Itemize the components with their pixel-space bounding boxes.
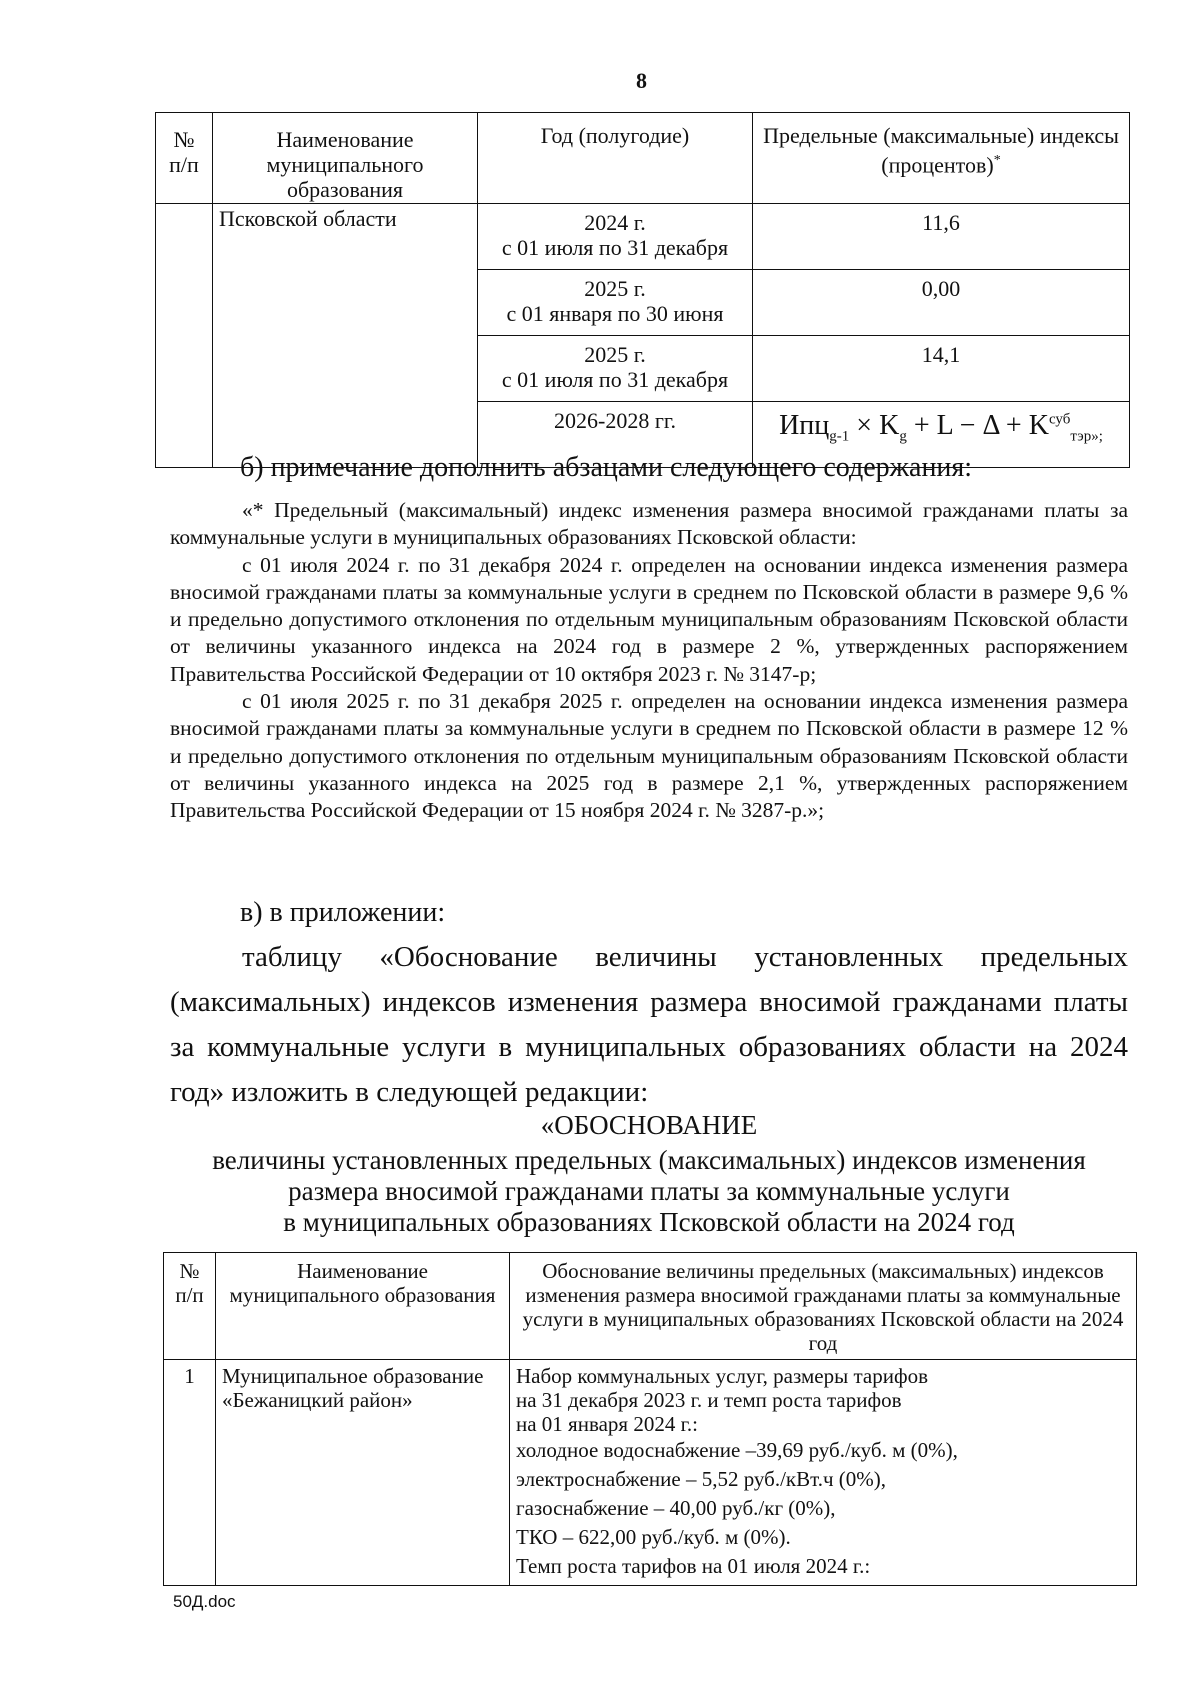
footer-filename: 50Д.doc: [173, 1592, 236, 1611]
note-paragraph: с 01 июля 2025 г. по 31 декабря 2025 г. определен на основании индекса изменения размера вносимой гражданами платы за коммунальные услуги в среднем по Псковской области в размере 12 % и предельно допустимого отклонения по отдельным муниципальным образованиям Псковской области от величины указанного индекса на 2025 год в размере 2,1 %, утвержденных распоряжением Правительства Российской Федерации от 15 ноября 2024 г. № 3287-р.»;: [170, 689, 1128, 823]
period-cell: 2026-2028 гг.: [478, 402, 753, 468]
appendix-heading: в) в приложении:: [240, 897, 446, 928]
note-body: [170, 497, 1128, 825]
index-value: 0,00: [753, 270, 1130, 336]
index-formula: $Ипц_{g-1} \times K_g + L - \Delta + K^{суб}_{тэр»;}$: [753, 402, 1130, 468]
note-paragraph: «* Предельный (максимальный) индекс изменения размера вносимой гражданами платы за коммунальные услуги в муниципальных образованиях Псковской области:: [170, 498, 1128, 550]
cell-num-empty: [156, 204, 213, 468]
note-heading: б) примечание дополнить абзацами следующего содержания:: [240, 452, 973, 483]
basis-subtitle: величины установленных предельных (максимальных) индексов изменения размера вносимой гражданами платы за коммунальные услуги в муниципальных образованиях Псковской области на 2024 год: [212, 1145, 1086, 1237]
basis-title: «ОБОСНОВАНИЕ: [540, 1110, 758, 1140]
header-index: Предельные (максимальные) индексы (процентов)*: [753, 113, 1130, 204]
period-cell: 2025 г. с 01 июля по 31 декабря: [478, 336, 753, 402]
header-num: № п/п: [156, 113, 213, 204]
period-cell: 2024 г. с 01 июля по 31 декабря: [478, 204, 753, 270]
index-value: 11,6: [753, 204, 1130, 270]
row-number: 1: [164, 1360, 216, 1586]
page-number: 8: [636, 68, 647, 93]
basis-table: [163, 1252, 1137, 1586]
row-basis: Набор коммунальных услуг, размеры тарифов на 31 декабря 2023 г. и темп роста тарифов на 01 января 2024 г.: холодное водоснабжение –39,69 руб./куб. м (0%), электроснабжение – 5,52 руб./кВт.ч (0%), газоснабжение – 40,00 руб./кг (0%), ТКО – 622,00 руб./куб. м (0%). Темп роста тарифов на 01 июля 2024 г.:: [510, 1360, 1137, 1586]
appendix-text: таблицу «Обоснование величины установленных предельных (максимальных) индексов изменения размера вносимой гражданами платы за коммунальные услуги в муниципальных образованиях области на 2024 год» изложить в следующей редакции:: [170, 941, 1128, 1108]
header-name: Наименование муниципального образования: [213, 113, 478, 204]
header-period: Год (полугодие): [478, 113, 753, 204]
index-value: 14,1: [753, 336, 1130, 402]
index-table: [155, 112, 1130, 468]
header-basis: Обоснование величины предельных (максимальных) индексов изменения размера вносимой гражданами платы за коммунальные услуги в муниципальных образованиях Псковской области на 2024 год: [510, 1253, 1137, 1360]
header-name: Наименование муниципального образования: [216, 1253, 510, 1360]
header-num: № п/п: [164, 1253, 216, 1360]
period-cell: 2025 г. с 01 января по 30 июня: [478, 270, 753, 336]
note-paragraph: с 01 июля 2024 г. по 31 декабря 2024 г. определен на основании индекса изменения размера вносимой гражданами платы за коммунальные услуги в среднем по Псковской области в размере 9,6 % и предельно допустимого отклонения по отдельным муниципальным образованиям Псковской области от величины указанного индекса на 2024 год в размере 2 %, утвержденных распоряжением Правительства Российской Федерации от 10 октября 2023 г. № 3147-р;: [170, 552, 1128, 686]
row-municipality: Муниципальное образование «Бежаницкий район»: [216, 1360, 510, 1586]
cell-municipality: Псковской области: [213, 204, 478, 468]
